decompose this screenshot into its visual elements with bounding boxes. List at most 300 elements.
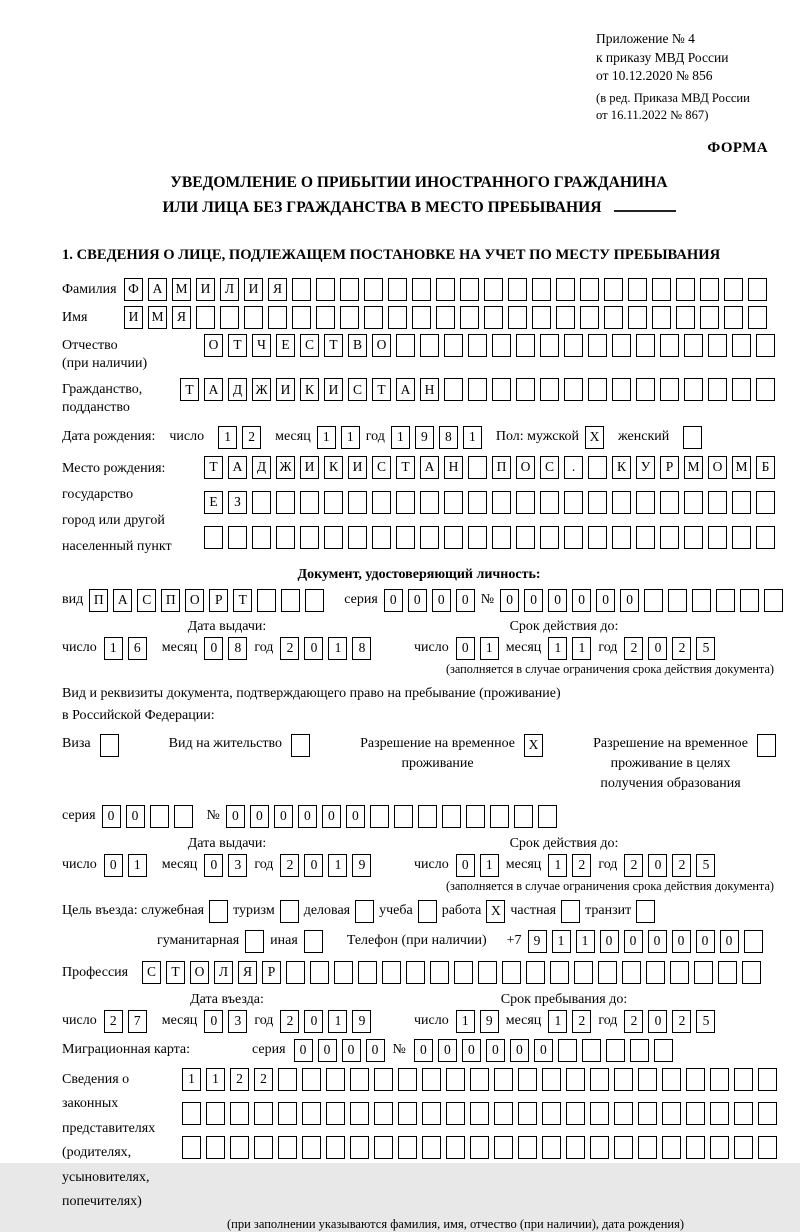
id-issue-day-input[interactable]: [104, 637, 147, 660]
char-box[interactable]: 9: [415, 426, 434, 449]
purpose-work-checkbox[interactable]: [486, 900, 505, 923]
char-box[interactable]: 2: [280, 637, 299, 660]
res-valid-year-input[interactable]: [624, 854, 715, 877]
legal-row3-input[interactable]: [182, 1136, 777, 1159]
char-box[interactable]: [652, 278, 671, 301]
char-box[interactable]: [492, 491, 511, 514]
stay-year-input[interactable]: [624, 1010, 715, 1033]
char-box[interactable]: 1: [341, 426, 360, 449]
char-box[interactable]: 0: [104, 854, 123, 877]
char-box[interactable]: [372, 491, 391, 514]
char-box[interactable]: X: [585, 426, 604, 449]
char-box[interactable]: [683, 426, 702, 449]
char-box[interactable]: [418, 805, 437, 828]
char-box[interactable]: [561, 900, 580, 923]
char-box[interactable]: [710, 1136, 729, 1159]
char-box[interactable]: О: [204, 334, 223, 357]
char-box[interactable]: [566, 1136, 585, 1159]
char-box[interactable]: 9: [352, 854, 371, 877]
char-box[interactable]: [446, 1136, 465, 1159]
birth-place-row3-input[interactable]: [204, 526, 775, 549]
char-box[interactable]: [444, 526, 463, 549]
doc-number-input[interactable]: [500, 589, 783, 612]
char-box[interactable]: 2: [624, 854, 643, 877]
char-box[interactable]: 0: [456, 637, 475, 660]
char-box[interactable]: 0: [102, 805, 121, 828]
char-box[interactable]: [326, 1102, 345, 1125]
char-box[interactable]: К: [324, 456, 343, 479]
char-box[interactable]: 2: [572, 854, 591, 877]
char-box[interactable]: С: [540, 456, 559, 479]
char-box[interactable]: 0: [510, 1039, 529, 1062]
char-box[interactable]: [398, 1102, 417, 1125]
char-box[interactable]: [630, 1039, 649, 1062]
char-box[interactable]: [444, 491, 463, 514]
residence-permit-checkbox[interactable]: [291, 734, 310, 757]
char-box[interactable]: О: [372, 334, 391, 357]
char-box[interactable]: [355, 900, 374, 923]
char-box[interactable]: [468, 456, 487, 479]
char-box[interactable]: 0: [438, 1039, 457, 1062]
char-box[interactable]: [398, 1136, 417, 1159]
char-box[interactable]: 0: [462, 1039, 481, 1062]
char-box[interactable]: [757, 734, 776, 757]
char-box[interactable]: [756, 334, 775, 357]
char-box[interactable]: [662, 1068, 681, 1091]
char-box[interactable]: 0: [274, 805, 293, 828]
char-box[interactable]: [334, 961, 353, 984]
char-box[interactable]: М: [684, 456, 703, 479]
char-box[interactable]: [538, 805, 557, 828]
char-box[interactable]: Я: [268, 278, 287, 301]
char-box[interactable]: [268, 306, 287, 329]
id-issue-month-input[interactable]: [204, 637, 247, 660]
char-box[interactable]: [758, 1068, 777, 1091]
char-box[interactable]: [654, 1039, 673, 1062]
char-box[interactable]: [220, 306, 239, 329]
char-box[interactable]: 1: [206, 1068, 225, 1091]
char-box[interactable]: [756, 526, 775, 549]
char-box[interactable]: [582, 1039, 601, 1062]
char-box[interactable]: [252, 491, 271, 514]
legal-row1-input[interactable]: [182, 1068, 777, 1091]
char-box[interactable]: С: [372, 456, 391, 479]
char-box[interactable]: Б: [756, 456, 775, 479]
char-box[interactable]: [442, 805, 461, 828]
char-box[interactable]: [316, 306, 335, 329]
char-box[interactable]: [566, 1102, 585, 1125]
char-box[interactable]: 1: [328, 637, 347, 660]
phone-input[interactable]: [528, 930, 763, 953]
char-box[interactable]: [732, 526, 751, 549]
purpose-transit-checkbox[interactable]: [636, 900, 655, 923]
char-box[interactable]: [348, 526, 367, 549]
char-box[interactable]: [484, 278, 503, 301]
char-box[interactable]: [660, 334, 679, 357]
char-box[interactable]: 0: [304, 854, 323, 877]
char-box[interactable]: 5: [696, 637, 715, 660]
char-box[interactable]: [286, 961, 305, 984]
char-box[interactable]: [518, 1102, 537, 1125]
char-box[interactable]: [540, 526, 559, 549]
char-box[interactable]: [508, 278, 527, 301]
char-box[interactable]: [358, 961, 377, 984]
char-box[interactable]: [686, 1102, 705, 1125]
char-box[interactable]: [468, 526, 487, 549]
surname-input[interactable]: [124, 278, 767, 301]
char-box[interactable]: [756, 378, 775, 401]
char-box[interactable]: [252, 526, 271, 549]
char-box[interactable]: [662, 1136, 681, 1159]
char-box[interactable]: [422, 1068, 441, 1091]
char-box[interactable]: [230, 1136, 249, 1159]
char-box[interactable]: С: [137, 589, 156, 612]
res-valid-day-input[interactable]: [456, 854, 499, 877]
char-box[interactable]: [100, 734, 119, 757]
char-box[interactable]: [516, 378, 535, 401]
char-box[interactable]: 0: [384, 589, 403, 612]
char-box[interactable]: [638, 1068, 657, 1091]
char-box[interactable]: [598, 961, 617, 984]
char-box[interactable]: С: [348, 378, 367, 401]
char-box[interactable]: [340, 306, 359, 329]
char-box[interactable]: П: [492, 456, 511, 479]
char-box[interactable]: [418, 900, 437, 923]
char-box[interactable]: [734, 1102, 753, 1125]
char-box[interactable]: 0: [456, 589, 475, 612]
char-box[interactable]: 1: [218, 426, 237, 449]
char-box[interactable]: [150, 805, 169, 828]
char-box[interactable]: [740, 589, 759, 612]
char-box[interactable]: [564, 526, 583, 549]
char-box[interactable]: З: [228, 491, 247, 514]
char-box[interactable]: 9: [352, 1010, 371, 1033]
char-box[interactable]: [394, 805, 413, 828]
char-box[interactable]: X: [486, 900, 505, 923]
char-box[interactable]: [492, 378, 511, 401]
char-box[interactable]: И: [300, 456, 319, 479]
char-box[interactable]: [302, 1136, 321, 1159]
char-box[interactable]: Р: [209, 589, 228, 612]
char-box[interactable]: [244, 306, 263, 329]
char-box[interactable]: 1: [548, 637, 567, 660]
char-box[interactable]: [388, 278, 407, 301]
char-box[interactable]: 2: [242, 426, 261, 449]
char-box[interactable]: 5: [696, 1010, 715, 1033]
char-box[interactable]: [340, 278, 359, 301]
char-box[interactable]: [209, 900, 228, 923]
id-issue-year-input[interactable]: [280, 637, 371, 660]
char-box[interactable]: 0: [500, 589, 519, 612]
char-box[interactable]: [492, 526, 511, 549]
char-box[interactable]: [662, 1102, 681, 1125]
char-box[interactable]: [614, 1102, 633, 1125]
char-box[interactable]: С: [142, 961, 161, 984]
char-box[interactable]: 1: [480, 854, 499, 877]
char-box[interactable]: [454, 961, 473, 984]
char-box[interactable]: [588, 378, 607, 401]
char-box[interactable]: 1: [463, 426, 482, 449]
char-box[interactable]: И: [276, 378, 295, 401]
char-box[interactable]: [292, 306, 311, 329]
char-box[interactable]: [744, 930, 763, 953]
char-box[interactable]: [494, 1068, 513, 1091]
char-box[interactable]: 7: [128, 1010, 147, 1033]
char-box[interactable]: [468, 378, 487, 401]
char-box[interactable]: [758, 1102, 777, 1125]
char-box[interactable]: [564, 378, 583, 401]
char-box[interactable]: 1: [572, 637, 591, 660]
char-box[interactable]: [638, 1102, 657, 1125]
char-box[interactable]: [558, 1039, 577, 1062]
char-box[interactable]: Л: [214, 961, 233, 984]
char-box[interactable]: [532, 306, 551, 329]
char-box[interactable]: 0: [322, 805, 341, 828]
char-box[interactable]: [374, 1136, 393, 1159]
char-box[interactable]: [636, 491, 655, 514]
char-box[interactable]: 0: [648, 854, 667, 877]
char-box[interactable]: 6: [128, 637, 147, 660]
char-box[interactable]: [748, 278, 767, 301]
char-box[interactable]: [518, 1068, 537, 1091]
char-box[interactable]: [748, 306, 767, 329]
char-box[interactable]: [700, 278, 719, 301]
char-box[interactable]: 0: [720, 930, 739, 953]
doc-series-input[interactable]: [384, 589, 475, 612]
char-box[interactable]: 1: [328, 1010, 347, 1033]
char-box[interactable]: [508, 306, 527, 329]
char-box[interactable]: Л: [220, 278, 239, 301]
char-box[interactable]: [422, 1136, 441, 1159]
char-box[interactable]: [540, 378, 559, 401]
char-box[interactable]: 1: [104, 637, 123, 660]
char-box[interactable]: [302, 1068, 321, 1091]
mig-number-input[interactable]: [414, 1039, 673, 1062]
char-box[interactable]: [245, 930, 264, 953]
char-box[interactable]: [374, 1102, 393, 1125]
char-box[interactable]: 0: [204, 1010, 223, 1033]
char-box[interactable]: А: [396, 378, 415, 401]
char-box[interactable]: [420, 334, 439, 357]
char-box[interactable]: [444, 334, 463, 357]
char-box[interactable]: 0: [318, 1039, 337, 1062]
char-box[interactable]: [684, 378, 703, 401]
purpose-tourism-checkbox[interactable]: [280, 900, 299, 923]
res-issue-month-input[interactable]: [204, 854, 247, 877]
char-box[interactable]: [604, 306, 623, 329]
char-box[interactable]: [636, 334, 655, 357]
char-box[interactable]: М: [148, 306, 167, 329]
char-box[interactable]: О: [516, 456, 535, 479]
char-box[interactable]: [478, 961, 497, 984]
char-box[interactable]: 0: [126, 805, 145, 828]
char-box[interactable]: А: [420, 456, 439, 479]
temp-residence-checkbox[interactable]: [524, 734, 543, 757]
char-box[interactable]: А: [113, 589, 132, 612]
char-box[interactable]: [652, 306, 671, 329]
char-box[interactable]: Р: [262, 961, 281, 984]
char-box[interactable]: П: [161, 589, 180, 612]
char-box[interactable]: 0: [524, 589, 543, 612]
char-box[interactable]: 1: [128, 854, 147, 877]
char-box[interactable]: 2: [624, 637, 643, 660]
sex-female-checkbox[interactable]: [683, 426, 702, 449]
char-box[interactable]: 0: [204, 854, 223, 877]
char-box[interactable]: [494, 1102, 513, 1125]
char-box[interactable]: [636, 378, 655, 401]
birth-day-input[interactable]: [218, 426, 261, 449]
char-box[interactable]: О: [190, 961, 209, 984]
patronymic-input[interactable]: [204, 334, 775, 357]
char-box[interactable]: 0: [226, 805, 245, 828]
char-box[interactable]: [492, 334, 511, 357]
purpose-private-checkbox[interactable]: [561, 900, 580, 923]
char-box[interactable]: О: [708, 456, 727, 479]
char-box[interactable]: [305, 589, 324, 612]
char-box[interactable]: [734, 1068, 753, 1091]
char-box[interactable]: И: [196, 278, 215, 301]
char-box[interactable]: 0: [534, 1039, 553, 1062]
char-box[interactable]: Т: [324, 334, 343, 357]
char-box[interactable]: [574, 961, 593, 984]
purpose-humanitarian-checkbox[interactable]: [245, 930, 264, 953]
char-box[interactable]: [660, 526, 679, 549]
char-box[interactable]: 2: [254, 1068, 273, 1091]
char-box[interactable]: [542, 1102, 561, 1125]
char-box[interactable]: [291, 734, 310, 757]
temp-residence-edu-checkbox[interactable]: [757, 734, 776, 757]
char-box[interactable]: 1: [391, 426, 410, 449]
char-box[interactable]: [364, 278, 383, 301]
char-box[interactable]: 2: [280, 1010, 299, 1033]
char-box[interactable]: А: [148, 278, 167, 301]
char-box[interactable]: 2: [624, 1010, 643, 1033]
char-box[interactable]: [612, 526, 631, 549]
char-box[interactable]: [310, 961, 329, 984]
char-box[interactable]: [292, 278, 311, 301]
char-box[interactable]: 2: [572, 1010, 591, 1033]
legal-row2-input[interactable]: [182, 1102, 777, 1125]
char-box[interactable]: [628, 306, 647, 329]
char-box[interactable]: [420, 491, 439, 514]
purpose-business-checkbox[interactable]: [355, 900, 374, 923]
char-box[interactable]: [396, 334, 415, 357]
citizenship-input[interactable]: [180, 378, 775, 401]
char-box[interactable]: 0: [548, 589, 567, 612]
char-box[interactable]: [468, 491, 487, 514]
visa-checkbox[interactable]: [100, 734, 119, 757]
char-box[interactable]: [460, 306, 479, 329]
char-box[interactable]: 2: [280, 854, 299, 877]
char-box[interactable]: [590, 1102, 609, 1125]
char-box[interactable]: [566, 1068, 585, 1091]
char-box[interactable]: И: [348, 456, 367, 479]
char-box[interactable]: 1: [552, 930, 571, 953]
char-box[interactable]: 9: [480, 1010, 499, 1033]
char-box[interactable]: [614, 1136, 633, 1159]
char-box[interactable]: [470, 1102, 489, 1125]
char-box[interactable]: [580, 306, 599, 329]
char-box[interactable]: [660, 491, 679, 514]
char-box[interactable]: С: [300, 334, 319, 357]
char-box[interactable]: [388, 306, 407, 329]
char-box[interactable]: Е: [276, 334, 295, 357]
char-box[interactable]: Ж: [276, 456, 295, 479]
char-box[interactable]: X: [524, 734, 543, 757]
char-box[interactable]: [460, 278, 479, 301]
char-box[interactable]: [612, 334, 631, 357]
char-box[interactable]: [732, 334, 751, 357]
name-input[interactable]: [124, 306, 767, 329]
char-box[interactable]: Я: [172, 306, 191, 329]
char-box[interactable]: [716, 589, 735, 612]
char-box[interactable]: [540, 334, 559, 357]
char-box[interactable]: 0: [648, 1010, 667, 1033]
char-box[interactable]: 0: [596, 589, 615, 612]
char-box[interactable]: [300, 526, 319, 549]
char-box[interactable]: 0: [624, 930, 643, 953]
char-box[interactable]: [588, 334, 607, 357]
char-box[interactable]: [612, 378, 631, 401]
char-box[interactable]: Ч: [252, 334, 271, 357]
char-box[interactable]: [174, 805, 193, 828]
char-box[interactable]: 8: [439, 426, 458, 449]
birth-place-row2-input[interactable]: [204, 491, 775, 514]
char-box[interactable]: [668, 589, 687, 612]
char-box[interactable]: [636, 526, 655, 549]
char-box[interactable]: Ф: [124, 278, 143, 301]
id-valid-month-input[interactable]: [548, 637, 591, 660]
char-box[interactable]: [518, 1136, 537, 1159]
char-box[interactable]: [230, 1102, 249, 1125]
char-box[interactable]: [670, 961, 689, 984]
char-box[interactable]: [276, 491, 295, 514]
char-box[interactable]: 1: [548, 854, 567, 877]
char-box[interactable]: 0: [342, 1039, 361, 1062]
char-box[interactable]: 1: [328, 854, 347, 877]
profession-input[interactable]: [142, 961, 761, 984]
char-box[interactable]: 0: [600, 930, 619, 953]
char-box[interactable]: [470, 1068, 489, 1091]
char-box[interactable]: [422, 1102, 441, 1125]
char-box[interactable]: [382, 961, 401, 984]
char-box[interactable]: Т: [396, 456, 415, 479]
char-box[interactable]: [540, 491, 559, 514]
char-box[interactable]: [556, 278, 575, 301]
char-box[interactable]: 0: [294, 1039, 313, 1062]
char-box[interactable]: 1: [317, 426, 336, 449]
char-box[interactable]: 2: [104, 1010, 123, 1033]
char-box[interactable]: [430, 961, 449, 984]
char-box[interactable]: [564, 334, 583, 357]
char-box[interactable]: [196, 306, 215, 329]
char-box[interactable]: Р: [660, 456, 679, 479]
char-box[interactable]: [580, 278, 599, 301]
char-box[interactable]: Е: [204, 491, 223, 514]
char-box[interactable]: [708, 334, 727, 357]
doc-kind-input[interactable]: [89, 589, 324, 612]
char-box[interactable]: [606, 1039, 625, 1062]
char-box[interactable]: [684, 526, 703, 549]
char-box[interactable]: 0: [366, 1039, 385, 1062]
char-box[interactable]: 1: [548, 1010, 567, 1033]
char-box[interactable]: [316, 278, 335, 301]
char-box[interactable]: [206, 1102, 225, 1125]
char-box[interactable]: [446, 1102, 465, 1125]
char-box[interactable]: [692, 589, 711, 612]
char-box[interactable]: [412, 278, 431, 301]
char-box[interactable]: 0: [486, 1039, 505, 1062]
